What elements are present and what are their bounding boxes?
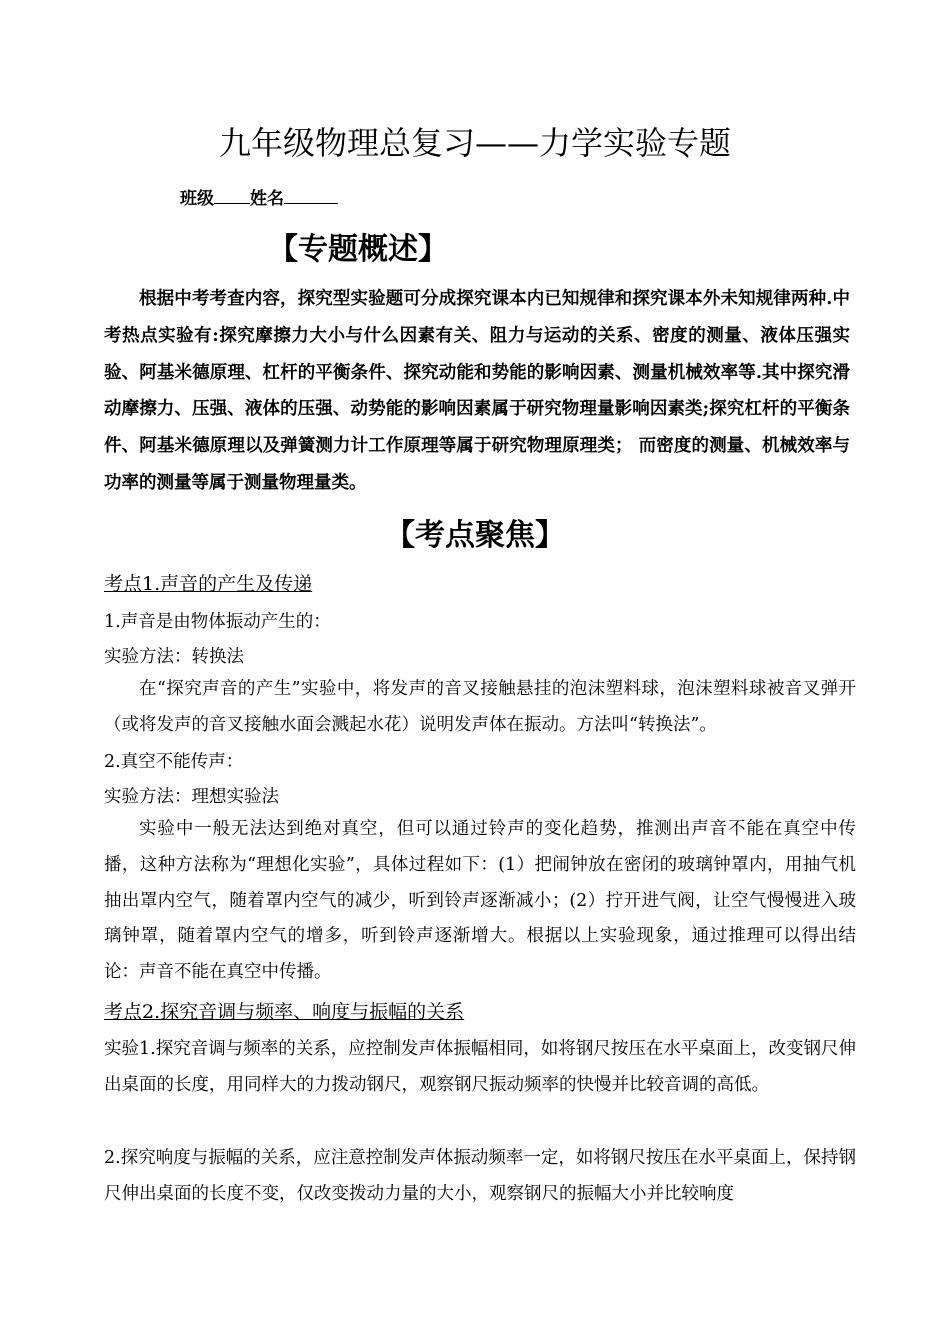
- overview-paragraph: 根据中考考查内容，探究型实验题可分成探究课本内已知规律和探究课本外未知规律两种.中考热点实验有:探究摩擦力大小与什么因素有关、阻力与运动的关系、密度的测量、液体压强实验、阿基米德原理、杠杆的平衡条件、探究动能和势能的影响因素、测量机械效率等.其中探究滑动摩擦力、压强、液体的压强、动势能的影响因素属于研究物理量影响因素类;探究杠杆的平衡条件、阿基米德原理以及弹簧测力计工作原理等属于研究物理原理类； 而密度的测量、机械效率与功率的测量等属于测量物理量类。: [104, 289, 850, 493]
- point1-heading: 考点1.声音的产生及传递: [104, 573, 313, 595]
- point1-item1-method: 实验方法：转换法: [104, 647, 244, 667]
- point1-item1-title: 1.声音是由物体振动产生的：: [104, 612, 331, 632]
- focus-heading: 【考点聚焦】: [385, 518, 565, 553]
- point1-item2-method: 实验方法：理想实验法: [104, 787, 279, 807]
- point2-exp2-text: 2.探究响度与振幅的关系，应注意控制发声体振动频率一定，如将钢尺按压在水平桌面上，保持钢尺伸出桌面的长度不变，仅改变拨动力量的大小，观察钢尺的振幅大小并比较响度: [104, 1148, 856, 1205]
- class-label: 班级: [180, 189, 214, 209]
- name-blank: [284, 189, 338, 204]
- point2-heading: 考点2.探究音调与频率、响度与振幅的关系: [104, 1001, 465, 1023]
- point1-item1-text: 在“探究声音的产生”实验中，将发声的音叉接触悬挂的泡沫塑料球，泡沫塑料球被音叉弹开（或将发声的音叉接触水面会溅起水花）说明发声体在振动。方法叫“转换法”。: [104, 679, 856, 735]
- document-title: 九年级物理总复习——力学实验专题: [218, 124, 731, 162]
- point1-item2-text: 实验中一般无法达到绝对真空，但可以通过铃声的变化趋势，推测出声音不能在真空中传播，这种方法称为“理想化实验”，具体过程如下：(1）把闹钟放在密闭的玻璃钟罩内，用抽气机抽出罩内空气，随着罩内空气的减少，听到铃声逐渐减小；(2）拧开进气阀，让空气慢慢进入玻璃钟罩，随着罩内空气的增多，听到铃声逐渐增大。根据以上实验现象，通过推理可以得出结论：声音不能在真空中传播。: [104, 819, 856, 983]
- point1-item2-title: 2.真空不能传声：: [104, 752, 244, 772]
- overview-heading: 【专题概述】: [268, 232, 448, 267]
- point2-exp1-text: 实验1.探究音调与频率的关系，应控制发声体振幅相同，如将钢尺按压在水平桌面上，改变钢尺伸出桌面的长度，用同样大的力拨动钢尺，观察钢尺振动频率的快慢并比较音调的高低。: [104, 1039, 856, 1096]
- class-name-line: [180, 184, 338, 209]
- name-label: 姓名: [250, 189, 284, 209]
- class-blank: [214, 189, 250, 204]
